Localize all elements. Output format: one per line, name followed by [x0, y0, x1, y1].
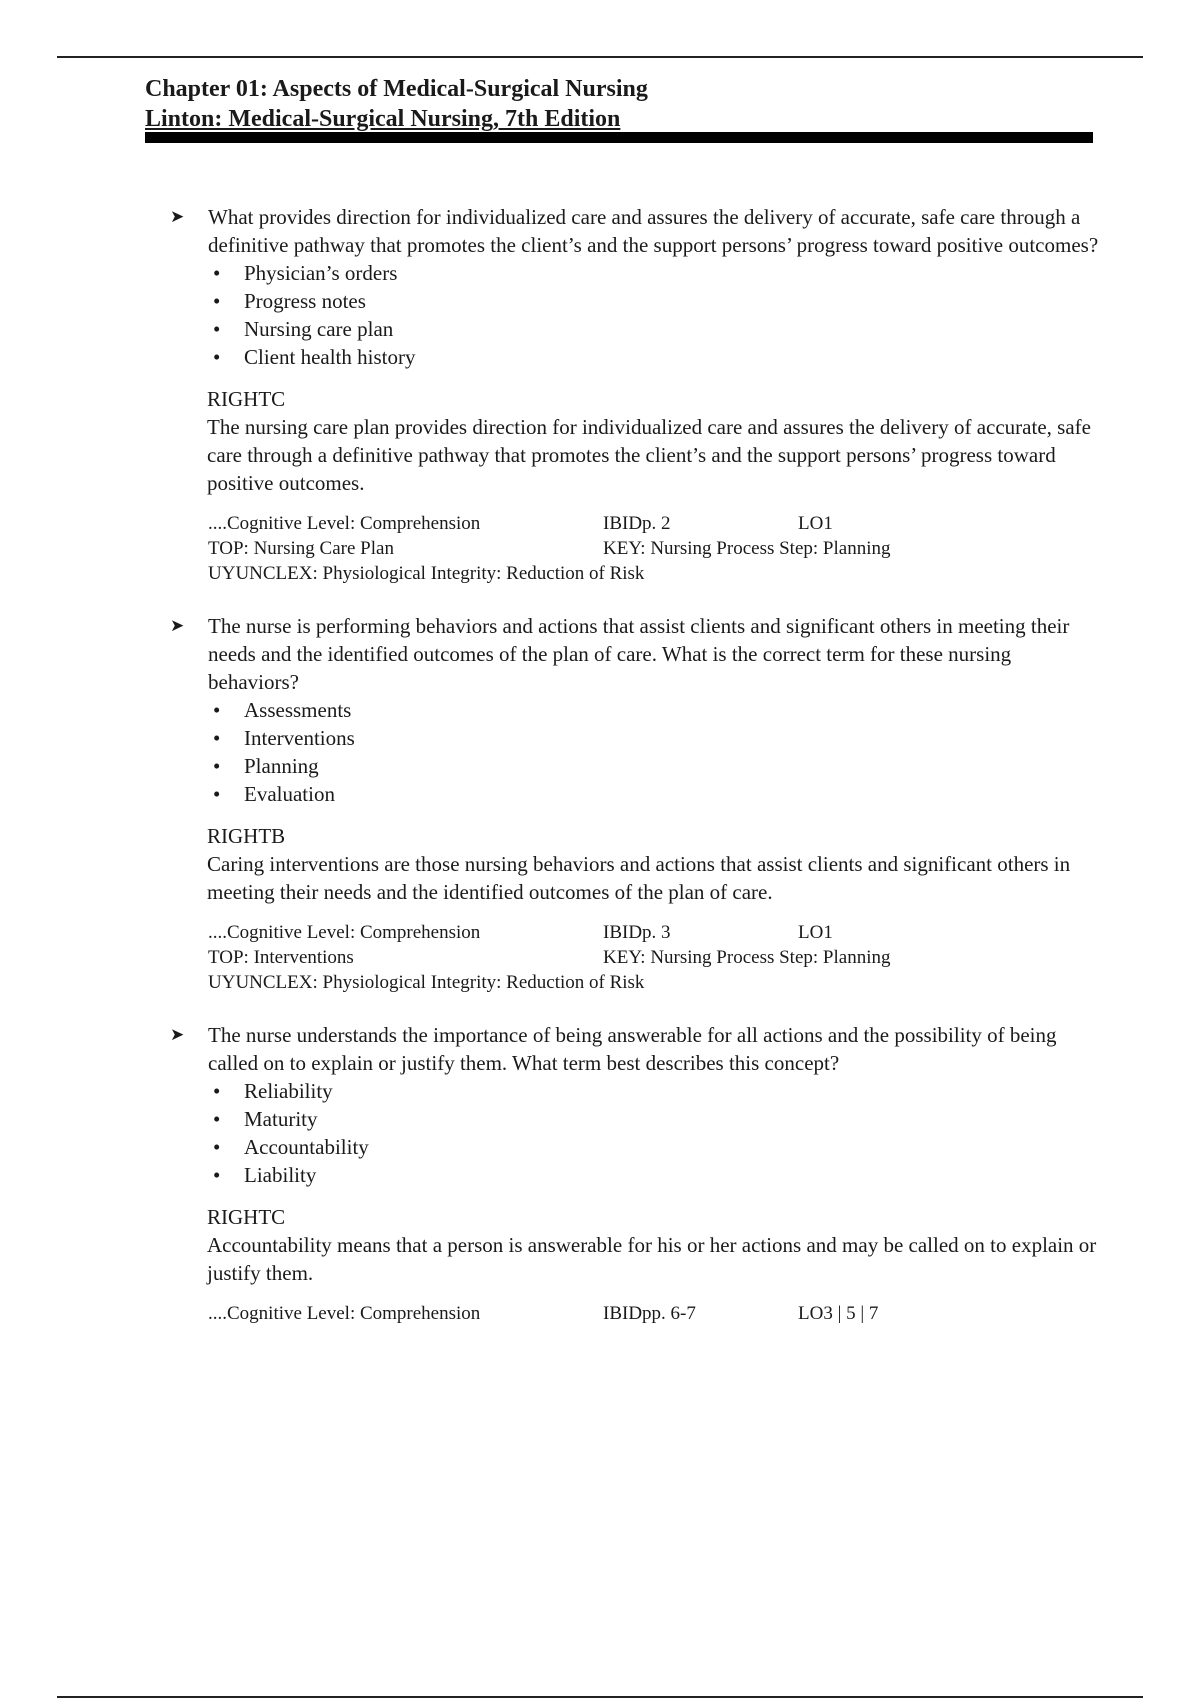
option-text: Liability — [244, 1163, 317, 1187]
answer-label: RIGHTC — [207, 1205, 286, 1229]
option-text: Accountability — [244, 1135, 369, 1159]
question-stem — [170, 612, 1100, 696]
top-rule — [57, 56, 1143, 58]
question-stem — [170, 1021, 1100, 1077]
bottom-rule — [57, 1696, 1143, 1698]
book-title: Linton: Medical-Surgical Nursing, 7th Edition — [145, 106, 621, 132]
bullet-icon: • — [213, 317, 221, 341]
question-1 — [170, 203, 1100, 586]
option-d — [208, 780, 1100, 808]
nclex-category: UYUNCLEX: Physiological Integrity: Reduction of Risk — [208, 972, 645, 993]
option-b — [208, 1105, 1100, 1133]
option-text: Reliability — [244, 1079, 333, 1103]
option-text: Maturity — [244, 1107, 318, 1131]
arrow-bullet-icon: ➤ — [170, 1025, 185, 1044]
option-text: Client health history — [244, 345, 416, 369]
option-text: Physician’s orders — [244, 261, 398, 285]
answer-label: RIGHTC — [207, 387, 286, 411]
option-text: Interventions — [244, 726, 355, 750]
rationale: Accountability means that a person is answerable for his or her actions and may be called on to explain or justify them. — [207, 1233, 1097, 1285]
key: KEY: Nursing Process Step: Planning — [603, 947, 891, 968]
option-text: Evaluation — [244, 782, 335, 806]
rationale: The nursing care plan provides direction for individualized care and assures the delivery of accurate, safe care through a definitive pathway that promotes the client’s and the support persons’ progress toward positive outcomes. — [207, 415, 1091, 495]
meta-row-2 — [208, 536, 1100, 561]
bullet-icon: • — [213, 754, 221, 778]
question-stem-text: The nurse is performing behaviors and actions that assist clients and significant others in meeting their needs and the identified outcomes of the plan of care. What is the correct term for these nursing behaviors? — [208, 614, 1070, 694]
bullet-icon: • — [213, 289, 221, 313]
option-d — [208, 1161, 1100, 1189]
question-3 — [170, 1021, 1100, 1326]
page-reference: IBIDp. 3 — [603, 922, 671, 943]
bullet-icon: • — [213, 1107, 221, 1131]
option-c — [208, 315, 1100, 343]
option-a — [208, 696, 1100, 724]
question-stem — [170, 203, 1100, 259]
arrow-bullet-icon: ➤ — [170, 616, 185, 635]
page-reference: IBIDp. 2 — [603, 513, 671, 534]
option-d — [208, 343, 1100, 371]
question-stem-text: What provides direction for individualized care and assures the delivery of accurate, safe care through a definitive pathway that promotes the client’s and the support persons’ progress toward positive outcomes? — [208, 205, 1099, 257]
bullet-icon: • — [213, 1135, 221, 1159]
answer-label: RIGHTB — [207, 824, 286, 848]
header-bar — [145, 132, 1093, 143]
question-list — [170, 203, 1100, 1352]
question-metadata — [170, 511, 1100, 586]
option-list — [170, 696, 1100, 808]
option-b — [208, 287, 1100, 315]
option-text: Nursing care plan — [244, 317, 394, 341]
bullet-icon: • — [213, 1079, 221, 1103]
option-text: Planning — [244, 754, 319, 778]
option-text: Assessments — [244, 698, 352, 722]
question-metadata — [170, 920, 1100, 995]
option-list — [170, 259, 1100, 371]
option-a — [208, 259, 1100, 287]
page-header — [145, 74, 1093, 134]
meta-row-2 — [208, 945, 1100, 970]
meta-row-3 — [208, 970, 1100, 995]
meta-row-1 — [208, 920, 1100, 945]
meta-row-1 — [208, 1301, 1100, 1326]
meta-row-1 — [208, 511, 1100, 536]
bullet-icon: • — [213, 698, 221, 722]
page-reference: IBIDpp. 6-7 — [603, 1303, 696, 1324]
option-c — [208, 752, 1100, 780]
question-metadata — [170, 1301, 1100, 1326]
option-text: Progress notes — [244, 289, 366, 313]
learning-objective: LO3 | 5 | 7 — [798, 1303, 879, 1324]
learning-objective: LO1 — [798, 513, 833, 534]
meta-row-3 — [208, 561, 1100, 586]
key: KEY: Nursing Process Step: Planning — [603, 538, 891, 559]
question-stem-text: The nurse understands the importance of being answerable for all actions and the possibility of being called on to explain or justify them. What term best describes this concept? — [208, 1023, 1057, 1075]
learning-objective: LO1 — [798, 922, 833, 943]
topic: TOP: Nursing Care Plan — [208, 538, 394, 559]
nclex-category: UYUNCLEX: Physiological Integrity: Reduction of Risk — [208, 563, 645, 584]
chapter-title: Chapter 01: Aspects of Medical-Surgical Nursing — [145, 76, 648, 102]
bullet-icon: • — [213, 261, 221, 285]
cognitive-level: ....Cognitive Level: Comprehension — [208, 513, 481, 534]
topic: TOP: Interventions — [208, 947, 354, 968]
cognitive-level: ....Cognitive Level: Comprehension — [208, 1303, 481, 1324]
option-a — [208, 1077, 1100, 1105]
bullet-icon: • — [213, 726, 221, 750]
option-c — [208, 1133, 1100, 1161]
question-2 — [170, 612, 1100, 995]
option-list — [170, 1077, 1100, 1189]
option-b — [208, 724, 1100, 752]
bullet-icon: • — [213, 782, 221, 806]
bullet-icon: • — [213, 1163, 221, 1187]
bullet-icon: • — [213, 345, 221, 369]
arrow-bullet-icon: ➤ — [170, 207, 185, 226]
cognitive-level: ....Cognitive Level: Comprehension — [208, 922, 481, 943]
rationale: Caring interventions are those nursing behaviors and actions that assist clients and significant others in meeting their needs and the identified outcomes of the plan of care. — [207, 852, 1071, 904]
